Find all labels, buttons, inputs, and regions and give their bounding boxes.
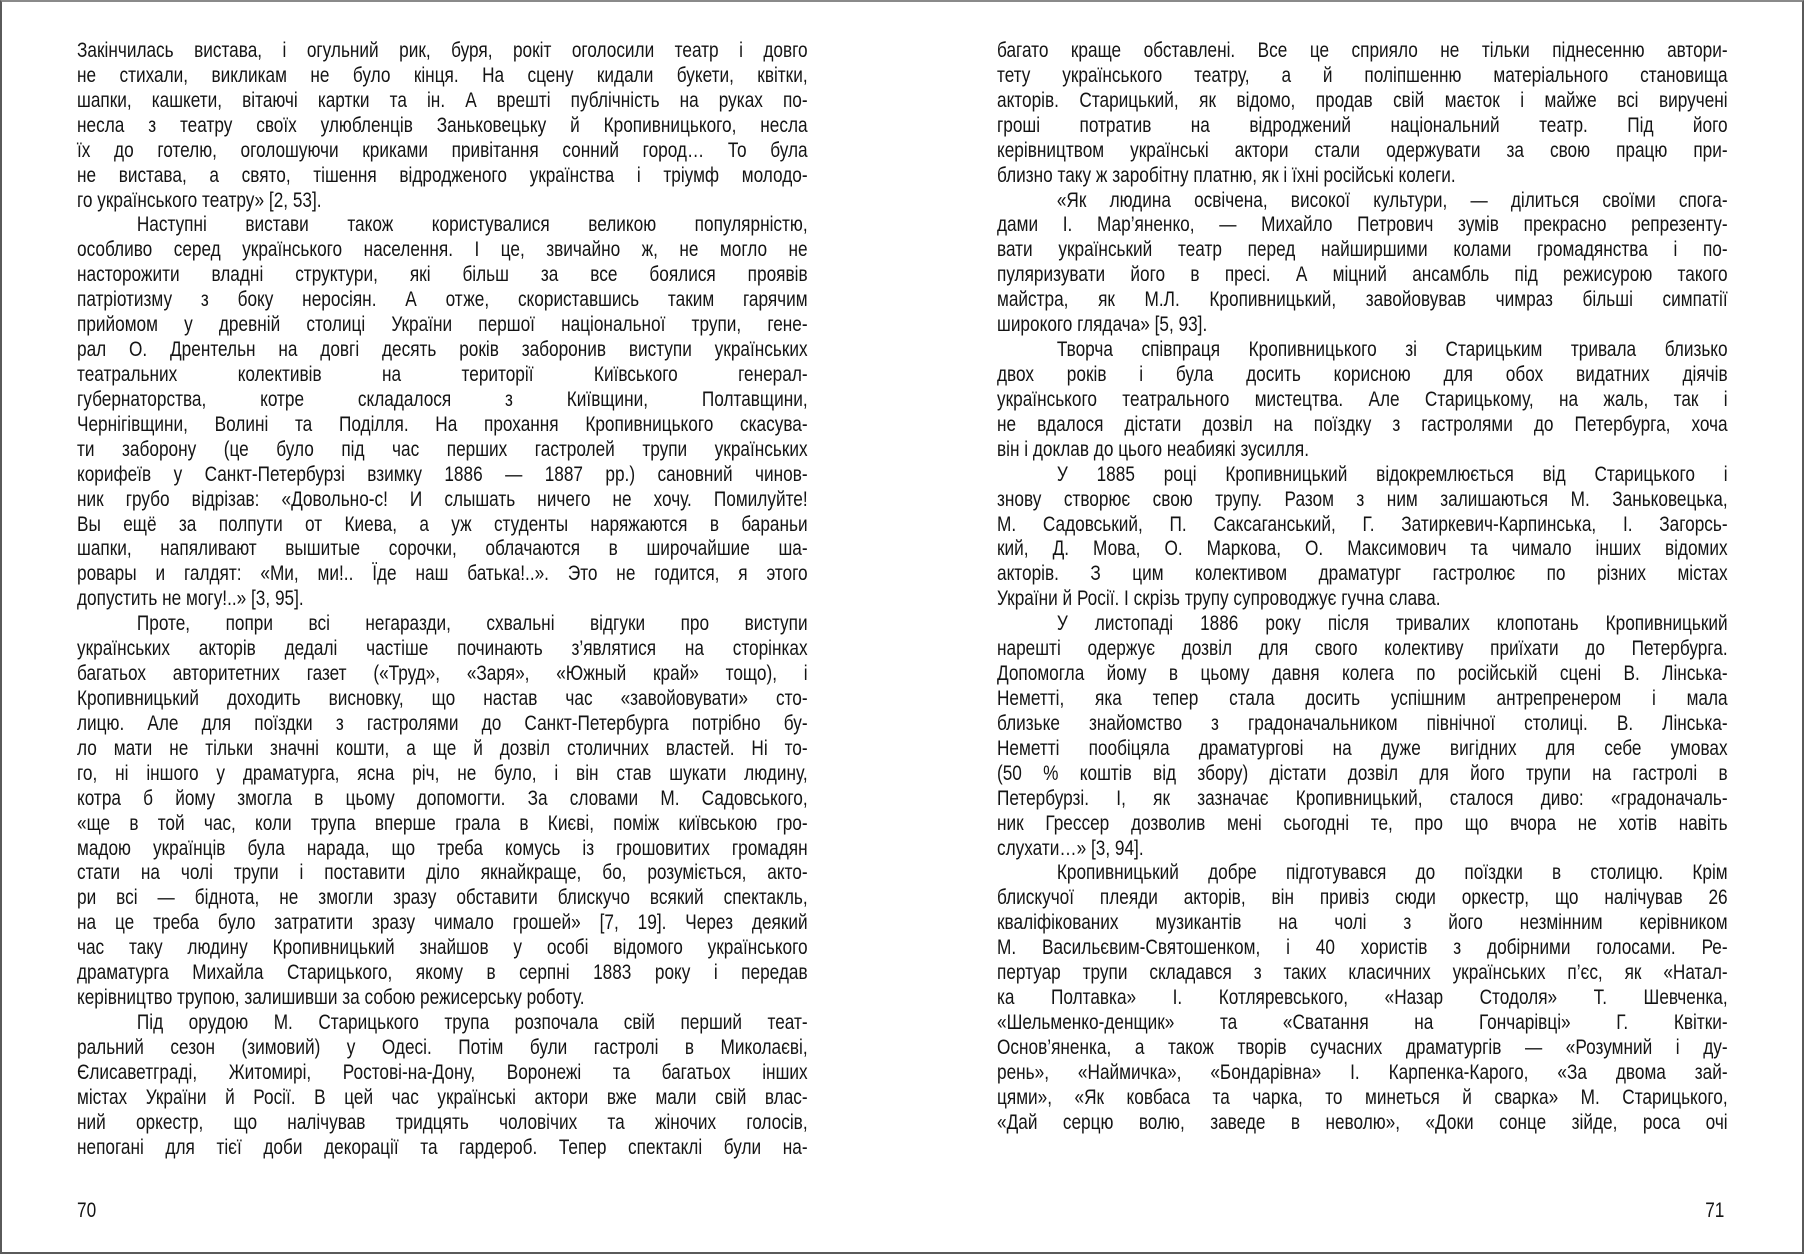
text-line [77,1136,808,1161]
text-line [997,338,1728,363]
text-line [77,463,808,488]
text-line-content: «Шельменко-денщик» та «Сватання на Гончарівці» Г. Квітки- [997,1010,1728,1034]
text-line [77,812,808,837]
text-line [997,687,1728,712]
text-line-content: допустить не могу!..» [3, 95]. [77,587,304,611]
text-line [997,413,1728,438]
text-line-content: Під орудою М. Старицького трупа розпочала свій перший теат- [136,1010,808,1034]
text-line-content: ник грубо відрізав: «Довольно-с! И слышать ничего не хочу. Помилуйте! [77,487,808,511]
text-line-content: Кропивницький добре підготувався до поїздки в столицю. Крім [1056,861,1728,885]
text-line [997,787,1728,812]
text-line [77,189,808,214]
text-line [997,712,1728,737]
text-line-content: ло мати не тільки значні кошти, а ще й дозвіл столичних властей. Ні то- [77,736,808,760]
text-line-content: Вы ещё за полпути от Киева, а уж студенты наряжаются в бараньи [77,512,808,536]
text-line-content: Основ’яненка, а також творів сучасних драматургів — «Розумний і ду- [997,1035,1728,1059]
text-line [997,388,1728,413]
text-line [77,861,808,886]
text-line-content: двох років і була досить корисною для обох видатних діячів [997,362,1728,386]
text-line-content: блискучої плеяди акторів, він привіз сюди оркестр, що налічував 26 [997,886,1728,910]
text-line [997,1011,1728,1036]
text-line [997,263,1728,288]
text-line [997,238,1728,263]
text-line [997,189,1728,214]
text-line-content: непогані для тієї доби декорації та гардероб. Тепер спектаклі були на- [77,1135,808,1159]
text-line [77,1011,808,1036]
text-line-content: не стихали, викликам не було кінця. На сцену кидали букети, квітки, [77,63,808,87]
text-line [997,39,1728,64]
text-line-content: близьке знайомство з градоначальником північної столиці. В. Лінська- [997,711,1728,735]
text-line [997,1086,1728,1111]
left-page-text [77,39,808,1160]
text-line [997,662,1728,687]
text-line-content: драматурга Михайла Старицького, якому в серпні 1883 року і передав [77,961,808,985]
text-line-content: Єлисаветграді, Житомирі, Ростові-на-Дону, Воронежі та багатьох інших [77,1060,808,1084]
text-line [77,114,808,139]
text-line-content: акторів. Старицький, як відомо, продав свій маєток і майже всі виручені [997,88,1728,112]
text-line [997,637,1728,662]
text-line-content: широкого глядача» [5, 93]. [997,313,1208,337]
text-line [77,1086,808,1111]
text-line-content: час таку людину Кропивницький знайшов у особі відомого українського [77,936,808,960]
text-line [77,139,808,164]
text-line-content: У листопаді 1886 року після тривалих клопотань Кропивницький [1056,612,1728,636]
text-line-content: цями», «Як ковбаса та чарка, то минеться й сварка» М. Старицького, [997,1085,1728,1109]
text-line [77,562,808,587]
text-line [77,662,808,687]
text-line-content: пертуар трупи складався з таких класичних українських п’єс, як «Натал- [997,961,1728,985]
text-line [77,712,808,737]
text-line-content: майстра, як М.Л. Кропивницький, завойовував чимраз більші симпатії [997,288,1728,312]
text-line [77,438,808,463]
text-line-content: українських акторів дедалі частіше починають з’являтися на сторінках [77,637,808,661]
text-line [997,837,1728,862]
text-line-content: рал О. Дрентельн на довгі десять років заборонив виступи українських [77,338,808,362]
text-line-content: Проте, попри всі негаразди, схвальні відгуки про виступи [136,612,808,636]
text-line [77,488,808,513]
text-line [997,139,1728,164]
paragraph [77,612,808,1011]
text-line [77,263,808,288]
text-line-content: го, ні іншого у драматурга, ясна річ, не було, і він став шукати людину, [77,761,808,785]
text-line-content: шапки, кашкети, вітаючі картки та ін. А врешті публічність на руках по- [77,88,808,112]
text-line-content: акторів. З цим колективом драматург гастролює по різних містах [997,562,1728,586]
text-line [77,288,808,313]
text-line [77,1111,808,1136]
text-line [997,1111,1728,1136]
text-line-content: Творча співпраця Кропивницького зі Старицьким тривала близько [1056,338,1728,362]
text-line-content: шапки, напяливают вышитые сорочки, облачаются в широчайшие ша- [77,537,808,561]
text-line-content: корифеїв у Санкт-Петербурзі взимку 1886 — 1887 рр.) сановний чинов- [77,462,808,486]
text-line [77,737,808,762]
text-line-content: слухати…» [3, 94]. [997,836,1144,860]
text-line [997,114,1728,139]
text-line-content: ний оркестр, що налічував тридцять чоловічих та жіночих голосів, [77,1110,808,1134]
text-line [77,911,808,936]
text-line-content: він і доклав до цього неабиякі зусилля. [997,437,1310,461]
text-line-content: керівництвом українські актори стали одержувати за свою працю при- [997,138,1728,162]
paragraph [77,213,808,612]
text-line [997,886,1728,911]
text-line [77,89,808,114]
text-line-content: У 1885 році Кропивницький відокремлюється від Старицького і [1056,462,1728,486]
text-line [77,513,808,538]
text-line-content: пуляризувати його в пресі. А міцний ансамбль під режисурою такого [997,263,1728,287]
text-line-content: гроші потратив на відроджений національний театр. Під його [997,113,1728,137]
text-line-content: містах України й Росії. В цей час українські актори вже мали свій влас- [77,1085,808,1109]
text-line-content: Кропивницький доходить висновку, що настав час «завойовувати» сто- [77,686,808,710]
paragraph [997,612,1728,861]
paragraph [997,463,1728,613]
text-line-content: багатьох авторитетних газет («Труд», «Заря», «Южный край» тощо), і [77,662,808,686]
text-line [77,986,808,1011]
text-line [997,936,1728,961]
text-line [997,288,1728,313]
text-line [997,986,1728,1011]
text-line-content: українського театрального мистецтва. Але Старицькому, на жаль, так і [997,387,1728,411]
text-line [997,64,1728,89]
text-line [997,562,1728,587]
text-line [77,388,808,413]
text-line-content: ник Грессер дозволив мені сьогодні те, про що вчора не хотів навіть [997,811,1728,835]
text-line [997,612,1728,637]
text-line [997,537,1728,562]
text-line-content: кваліфікованих музикантів на чолі з його незмінним керівником [997,911,1728,935]
text-line-content: ровары и галдят: «Ми, ми!.. Їде наш батька!..». Это не годится, я этого [77,562,808,586]
text-line-content: України й Росії. І скрізь трупу супроводжує гучна слава. [997,587,1441,611]
text-line [77,637,808,662]
text-line-content: Чернігівщини, Волині та Поділля. На прохання Кропивницького скасува- [77,412,808,436]
page-number-left: 70 [77,1199,97,1222]
text-line [77,612,808,637]
paragraph [997,39,1728,189]
text-line-content: знову створює свою трупу. Разом з ним залишаються М. Заньковецька, [997,487,1728,511]
text-line [77,936,808,961]
text-line [77,886,808,911]
text-line-content: го українського театру» [2, 53]. [77,188,322,212]
text-line-content: насторожити владні структури, які більш за все боялися проявів [77,263,808,287]
text-line-content: М. Васильєвим-Святошенком, і 40 хористів з добірними голосами. Ре- [997,936,1728,960]
text-line [77,338,808,363]
text-line [997,89,1728,114]
text-line [77,1061,808,1086]
text-line-content: рень», «Наймичка», «Бондарівна» І. Карпенка-Карого, «За двома зай- [997,1060,1728,1084]
text-line-content: стати на чолі трупи і поставити діло якнайкраще, бо, розуміється, акто- [77,861,808,885]
text-line [77,64,808,89]
text-line-content: особливо серед українського населення. І це, звичайно ж, не могло не [77,238,808,262]
text-line-content: багато краще обставлені. Все це сприяло не тільки піднесенню автори- [997,39,1728,62]
text-line [997,363,1728,388]
text-line [997,213,1728,238]
text-line-content: мадою українців була нарада, що треба комусь із грошовитих громадян [77,836,808,860]
text-line-content: Допомогла йому в цьому давня колега по російській сцені В. Лінська- [997,662,1728,686]
text-line [77,961,808,986]
text-line-content: «Дай серцю волю, заведе в неволю», «Доки сонце зійде, роса очі [997,1110,1728,1134]
text-line-content: не вистава, а свято, тішення відродженого українства і тріумф молодо- [77,163,808,187]
text-line-content: Неметті, яка тепер стала досить успішним антрепренером і мала [997,686,1728,710]
text-line [997,737,1728,762]
paragraph [997,338,1728,463]
text-line-content: М. Садовський, П. Саксаганський, Г. Затиркевич-Карпинська, І. Загорсь- [997,512,1728,536]
text-line-content: ральний сезон (зимовий) у Одесі. Потім були гастролі в Миколаєві, [77,1035,808,1059]
right-page-text [997,39,1728,1136]
text-line-content: їх до готелю, оголошуючи криками привітання сонний город… То була [77,138,808,162]
text-line-content: патріотизму з боку неросіян. А отже, скориставшись таким гарячим [77,288,808,312]
text-line-content: (50 % коштів від збору) дістати дозвіл для його трупи на гастролі в [997,761,1728,785]
text-line [997,1061,1728,1086]
paragraph [77,39,808,213]
text-line [77,1036,808,1061]
text-line [997,488,1728,513]
text-line [997,463,1728,488]
text-line [997,313,1728,338]
text-line-content: керівництво трупою, залишивши за собою режисерську роботу. [77,986,585,1010]
text-line-content: ка Полтавка» І. Котляревського, «Назар Стодоля» Т. Шевченка, [997,986,1728,1010]
text-line-content: «Як людина освічена, високої культури, — ділиться своїми спога- [1056,188,1728,212]
text-line [77,313,808,338]
text-line-content: близно таку ж заробітну платню, як і їхні російські колеги. [997,163,1456,187]
paragraph [77,1011,808,1161]
text-line-content: на це треба було затратити зразу чимало грошей» [7, 19]. Через деякий [77,911,808,935]
text-line-content: «ще в той час, коли трупа вперше грала в Києві, поміж київською гро- [77,811,808,835]
text-line-content: дами І. Мар’яненко, — Михайло Петрович зумів прекрасно репрезенту- [997,213,1728,237]
text-line [77,413,808,438]
text-line-content: Закінчилась вистава, і огульний рик, буря, рокіт оголосили театр і довго [77,39,808,62]
text-line-content: кий, Д. Мова, О. Маркова, О. Максимович та чимало інших відомих [997,537,1728,561]
text-line [997,911,1728,936]
text-line-content: прийомом у древній столиці України першої національної трупи, гене- [77,313,808,337]
text-line [997,164,1728,189]
text-line [997,812,1728,837]
text-line-content: губернаторства, котре складалося з Київщини, Полтавщини, [77,387,808,411]
text-line-content: ри всі — біднота, не змогли зразу обставити блискучо всякий спектакль, [77,886,808,910]
text-line [997,438,1728,463]
text-line [77,762,808,787]
paragraph [997,189,1728,339]
text-line-content: несла з театру своїх улюбленців Заньковецьку й Кропивницького, несла [77,113,808,137]
text-line-content: лицю. Але для поїздки з гастролями до Санкт-Петербурга потрібно бу- [77,711,808,735]
text-line-content: вати український театр перед найширшими колами громадянства і по- [997,238,1728,262]
text-line [77,537,808,562]
text-line [77,39,808,64]
text-line-content: нарешті одержує дозвіл для свого колективу приїхати до Петербурга. [997,637,1728,661]
paragraph [997,861,1728,1135]
text-line [77,787,808,812]
text-line [997,587,1728,612]
text-line [77,837,808,862]
text-line-content: тету українського театру, а й поліпшенню матеріального становища [997,63,1728,87]
text-line [997,513,1728,538]
text-line [997,762,1728,787]
text-line-content: Неметті пообіцяла драматургові на дуже вигідних для себе умовах [997,736,1728,760]
page-number-right: 71 [1704,1199,1724,1222]
text-line [77,238,808,263]
text-line [997,961,1728,986]
text-line-content: Наступні вистави також користувалися великою популярністю, [136,213,808,237]
text-line [997,1036,1728,1061]
text-line [77,687,808,712]
text-line-content: театральних колективів на території Київського генерал- [77,362,808,386]
text-line-content: ти заборону (це було під час перших гастролей трупи українських [77,437,808,461]
text-line [997,861,1728,886]
text-line [77,587,808,612]
text-line-content: не вдалося дістати дозвіл на поїздку з гастролями до Петербурга, хоча [997,412,1728,436]
text-line-content: котра б йому змогла в цьому допомогти. За словами М. Садовського, [77,786,808,810]
text-line [77,213,808,238]
text-line [77,164,808,189]
text-line-content: Петербурзі. І, як зазначає Кропивницький, сталося диво: «градоначаль- [997,786,1728,810]
text-line [77,363,808,388]
